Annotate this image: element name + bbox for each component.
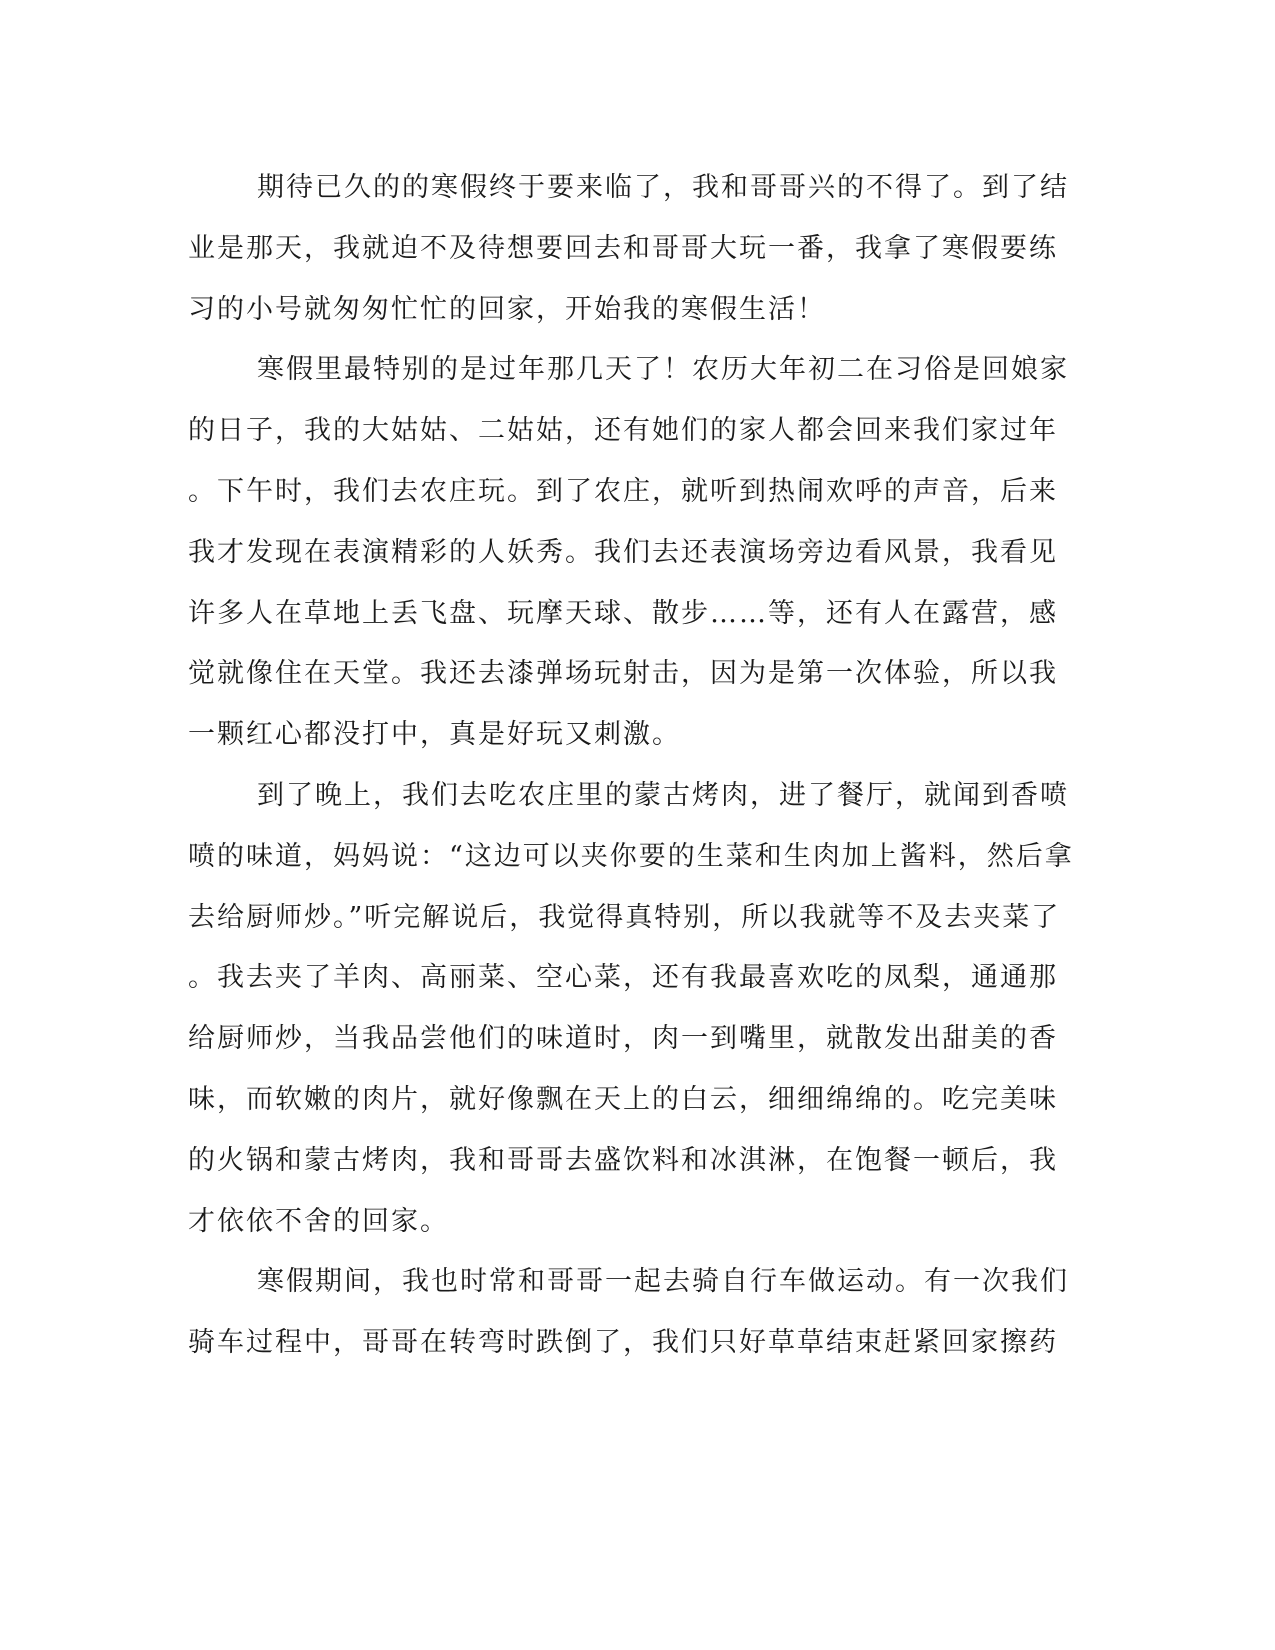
text-line: 的火锅和蒙古烤肉，我和哥哥去盛饮料和冰淇淋，在饱餐一顿后，我 bbox=[188, 1144, 1058, 1176]
text-line: 一颗红心都没打中，真是好玩又刺激。 bbox=[188, 719, 681, 751]
text-line: 。下午时，我们去农庄玩。到了农庄，就听到热闹欢呼的声音，后来 bbox=[188, 475, 1058, 507]
text-line: 觉就像住在天堂。我还去漆弹场玩射击，因为是第一次体验，所以我 bbox=[188, 658, 1058, 690]
text-line: 我才发现在表演精彩的人妖秀。我们去还表演场旁边看风景，我看见 bbox=[188, 536, 1058, 568]
text-line: 去给厨师炒。”听完解说后，我觉得真特别，所以我就等不及去夹菜了 bbox=[188, 901, 1061, 933]
text-line: 才依依不舍的回家。 bbox=[188, 1205, 449, 1237]
text-line: 习的小号就匆匆忙忙的回家，开始我的寒假生活！ bbox=[188, 293, 826, 325]
text-line: 的日子，我的大姑姑、二姑姑，还有她们的家人都会回来我们家过年 bbox=[188, 415, 1058, 447]
text-line: 到了晚上，我们去吃农庄里的蒙古烤肉，进了餐厅，就闻到香喷 bbox=[257, 779, 1069, 811]
text-line: 喷的味道，妈妈说：“这边可以夹你要的生菜和生肉加上酱料，然后拿 bbox=[188, 840, 1074, 872]
text-line: 味，而软嫩的肉片，就好像飘在天上的白云，细细绵绵的。吃完美味 bbox=[188, 1083, 1058, 1115]
text-line: 寒假期间，我也时常和哥哥一起去骑自行车做运动。有一次我们 bbox=[257, 1266, 1069, 1298]
text-line: 期待已久的的寒假终于要来临了，我和哥哥兴的不得了。到了结 bbox=[257, 172, 1069, 203]
text-line: 业是那天，我就迫不及待想要回去和哥哥大玩一番，我拿了寒假要练 bbox=[188, 232, 1058, 264]
text-line: 许多人在草地上丢飞盘、玩摩天球、散步……等，还有人在露营，感 bbox=[188, 597, 1058, 629]
text-line: 寒假里最特别的是过年那几天了！农历大年初二在习俗是回娘家 bbox=[257, 354, 1069, 386]
document-body bbox=[188, 158, 1074, 1374]
text-line: 给厨师炒，当我品尝他们的味道时，肉一到嘴里，就散发出甜美的香 bbox=[188, 1023, 1058, 1055]
text-line: 骑车过程中，哥哥在转弯时跌倒了，我们只好草草结束赶紧回家擦药 bbox=[188, 1327, 1058, 1359]
text-line: 。我去夹了羊肉、高丽菜、空心菜，还有我最喜欢吃的凤梨，通通那 bbox=[188, 962, 1058, 994]
